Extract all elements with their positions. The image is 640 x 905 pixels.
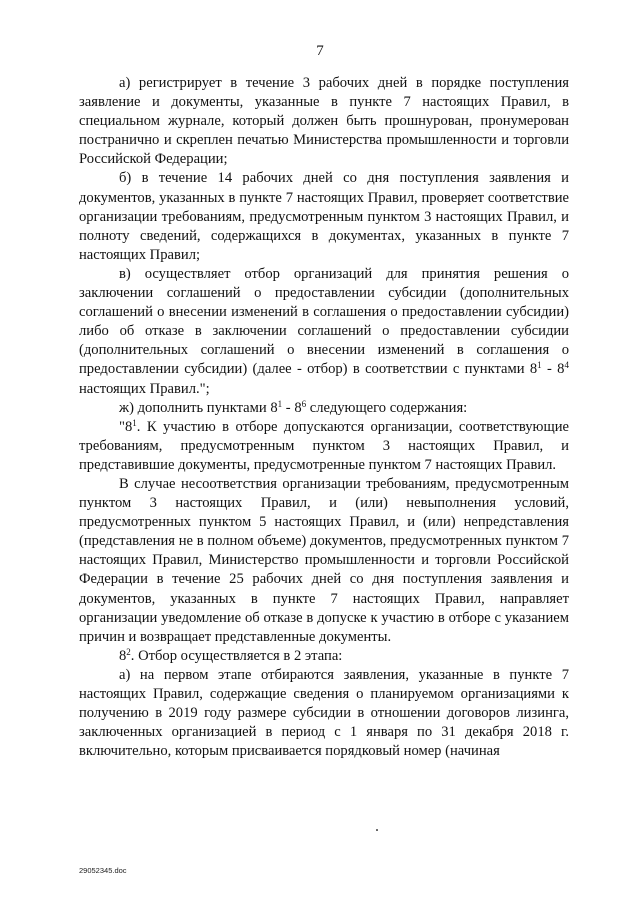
superscript-index: 1 [132,417,137,428]
file-name-footer: 29052345.doc [79,866,127,875]
text-run: в) осуществляет отбор организаций для принятия решения о заключении соглашений о предоставлении субсидии (дополнительных соглашений о внесении изменений в соглашения о предоставлении субсидии) либо об отказе в заключении соглашений о предоставлении субсидии (дополнительных соглашений о внесении изменений в соглашения о предоставлении субсидии) (далее - отбор) в соответствии с пунктами 8 [79,265,569,378]
superscript-index: 2 [126,646,131,657]
superscript-index: 4 [564,360,569,371]
text-run: - 8 [541,361,565,378]
text-run: ж) дополнить пунктами 8 [119,399,278,416]
text-run: 8 [119,647,127,664]
paragraph: а) регистрирует в течение 3 рабочих дней в порядке поступления заявление и документы, указанные в пункте 7 настоящих Правил, в специальном журнале, который должен быть прошнурован, пронумерован постранично и скреплен печатью Министерства промышленности и торговли Российской Федерации; [79,75,569,168]
paragraph [79,399,569,418]
scan-speck [376,829,378,831]
paragraph [79,265,569,399]
superscript-index: 1 [537,360,542,371]
paragraph: б) в течение 14 рабочих дней со дня поступления заявления и документов, указанных в пункте 7 настоящих Правил, проверяет соответствие организации требованиям, предусмотренным пунктом 3 настоящих Правил, и полноту сведений, содержащихся в документах, указанных в пункте 7 настоящих Правил; [79,170,569,263]
paragraph: а) на первом этапе отбираются заявления, указанные в пункте 7 настоящих Правил, содержащие сведения о планируемом организациями к получению в 2019 году размере субсидии в отношении договоров лизинга, заключенных организацией в период с 1 января по 31 декабря 2018 г. включительно, которым присваивается порядковый номер (начиная [79,666,569,760]
text-run: следующего содержания: [306,399,468,416]
text-run: . К участию в отборе допускаются организации, соответствующие требованиям, предусмотренным пунктом 3 настоящих Правил, и представившие документы, предусмотренные пунктом 7 настоящих Правил. [79,418,569,473]
page-number: 7 [316,43,324,59]
paragraph [79,647,569,666]
paragraph: В случае несоответствия организации требованиям, предусмотренным пунктом 3 настоящих Правил, и (или) невыполнения условий, предусмотренных пунктом 5 настоящих Правил, и (или) непредставления (представления не в полном объеме) документов, предусмотренных пунктом 7 настоящих Правил, Министерство промышленности и торговли Российской Федерации в течение 25 рабочих дней со дня поступления заявления и документов, указанных в пункте 7 настоящих Правил, направляет организации уведомление об отказе в допуске к участию в отборе с указанием причин и возвращает представленные документы. [79,475,569,645]
text-run: . Отбор осуществляется в 2 этапа: [130,647,343,664]
text-run: "8 [119,418,133,435]
text-run: - 8 [282,399,302,416]
paragraph [79,418,569,475]
text-run: настоящих Правил."; [79,380,210,397]
superscript-index: 1 [277,398,283,409]
document-body [79,74,569,761]
superscript-index: 6 [301,398,307,409]
